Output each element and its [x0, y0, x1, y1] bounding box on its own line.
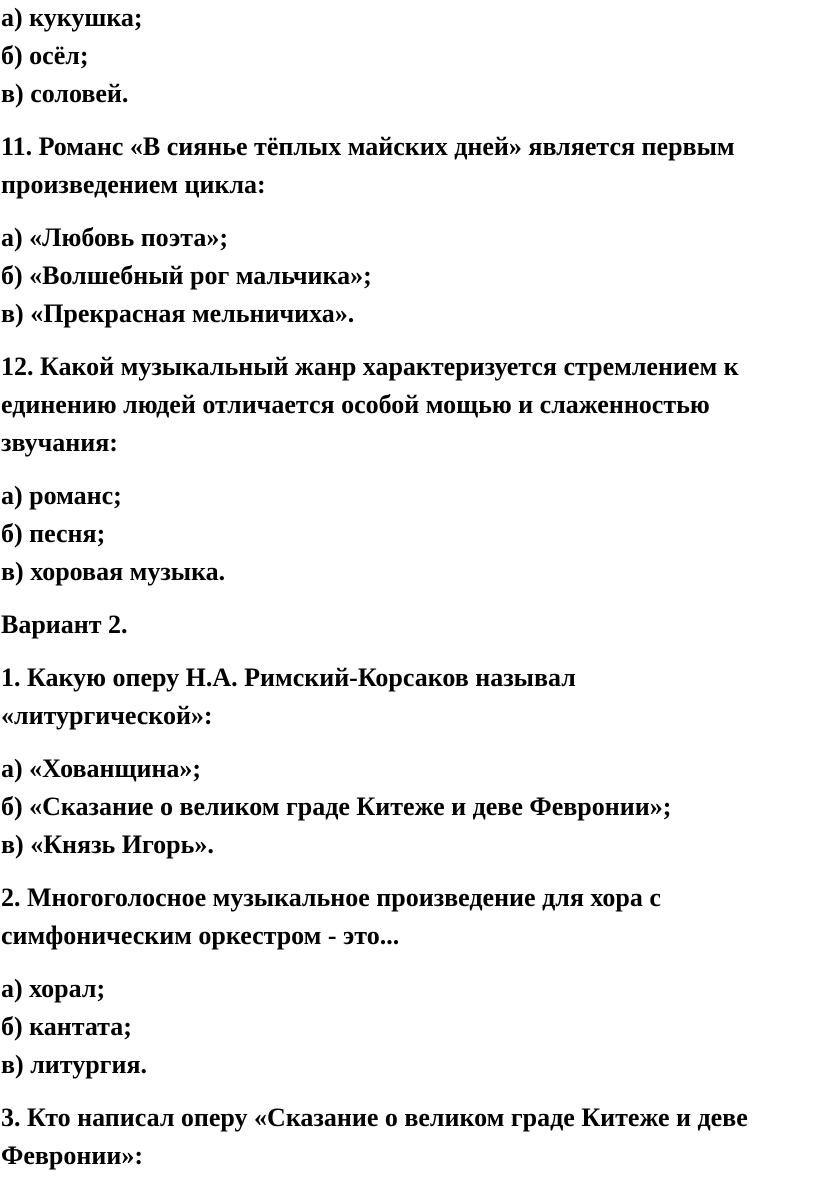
- option-a: а) романс;: [1, 481, 122, 510]
- option-c: в) хоровая музыка.: [1, 557, 226, 586]
- option-a: а) «Любовь поэта»;: [1, 223, 228, 252]
- option-b: б) «Волшебный рог мальчика»;: [1, 261, 372, 290]
- option-b: б) песня;: [1, 519, 106, 548]
- option-b: б) осёл;: [1, 41, 89, 70]
- variant2-question-1-text: «литургической»:: [1, 701, 213, 730]
- variant2-question-1-text: 1. Какую оперу Н.А. Римский-Корсаков называл: [1, 663, 576, 692]
- option-a: а) «Хованщина»;: [1, 754, 202, 783]
- option-b: б) «Сказание о великом граде Китеже и деве Февронии»;: [1, 792, 672, 821]
- option-c: в) «Князь Игорь».: [1, 830, 214, 859]
- option-b: б) кантата;: [1, 1012, 132, 1041]
- variant2-question-3-text: Февронии»:: [1, 1141, 143, 1170]
- option-a: а) хорал;: [1, 974, 106, 1003]
- variant2-question-3-text: 3. Кто написал оперу «Сказание о великом граде Китеже и деве: [1, 1103, 748, 1132]
- question-12-text: единению людей отличается особой мощью и слаженностью: [1, 390, 710, 419]
- option-c: в) «Прекрасная мельничиха».: [1, 299, 355, 328]
- variant-heading: Вариант 2.: [1, 610, 128, 639]
- question-12-text: звучания:: [1, 428, 118, 457]
- option-a: а) кукушка;: [1, 3, 143, 32]
- option-c: в) литургия.: [1, 1050, 148, 1079]
- variant2-question-2-text: 2. Многоголосное музыкальное произведение для хора с: [1, 883, 661, 912]
- option-c: в) соловей.: [1, 79, 129, 108]
- question-11-text: 11. Романс «В сиянье тёплых майских дней» является первым: [1, 132, 735, 161]
- variant2-question-2-text: симфоническим оркестром - это...: [1, 921, 400, 950]
- question-12-text: 12. Какой музыкальный жанр характеризуется стремлением к: [1, 352, 739, 381]
- question-11-text: произведением цикла:: [1, 170, 266, 199]
